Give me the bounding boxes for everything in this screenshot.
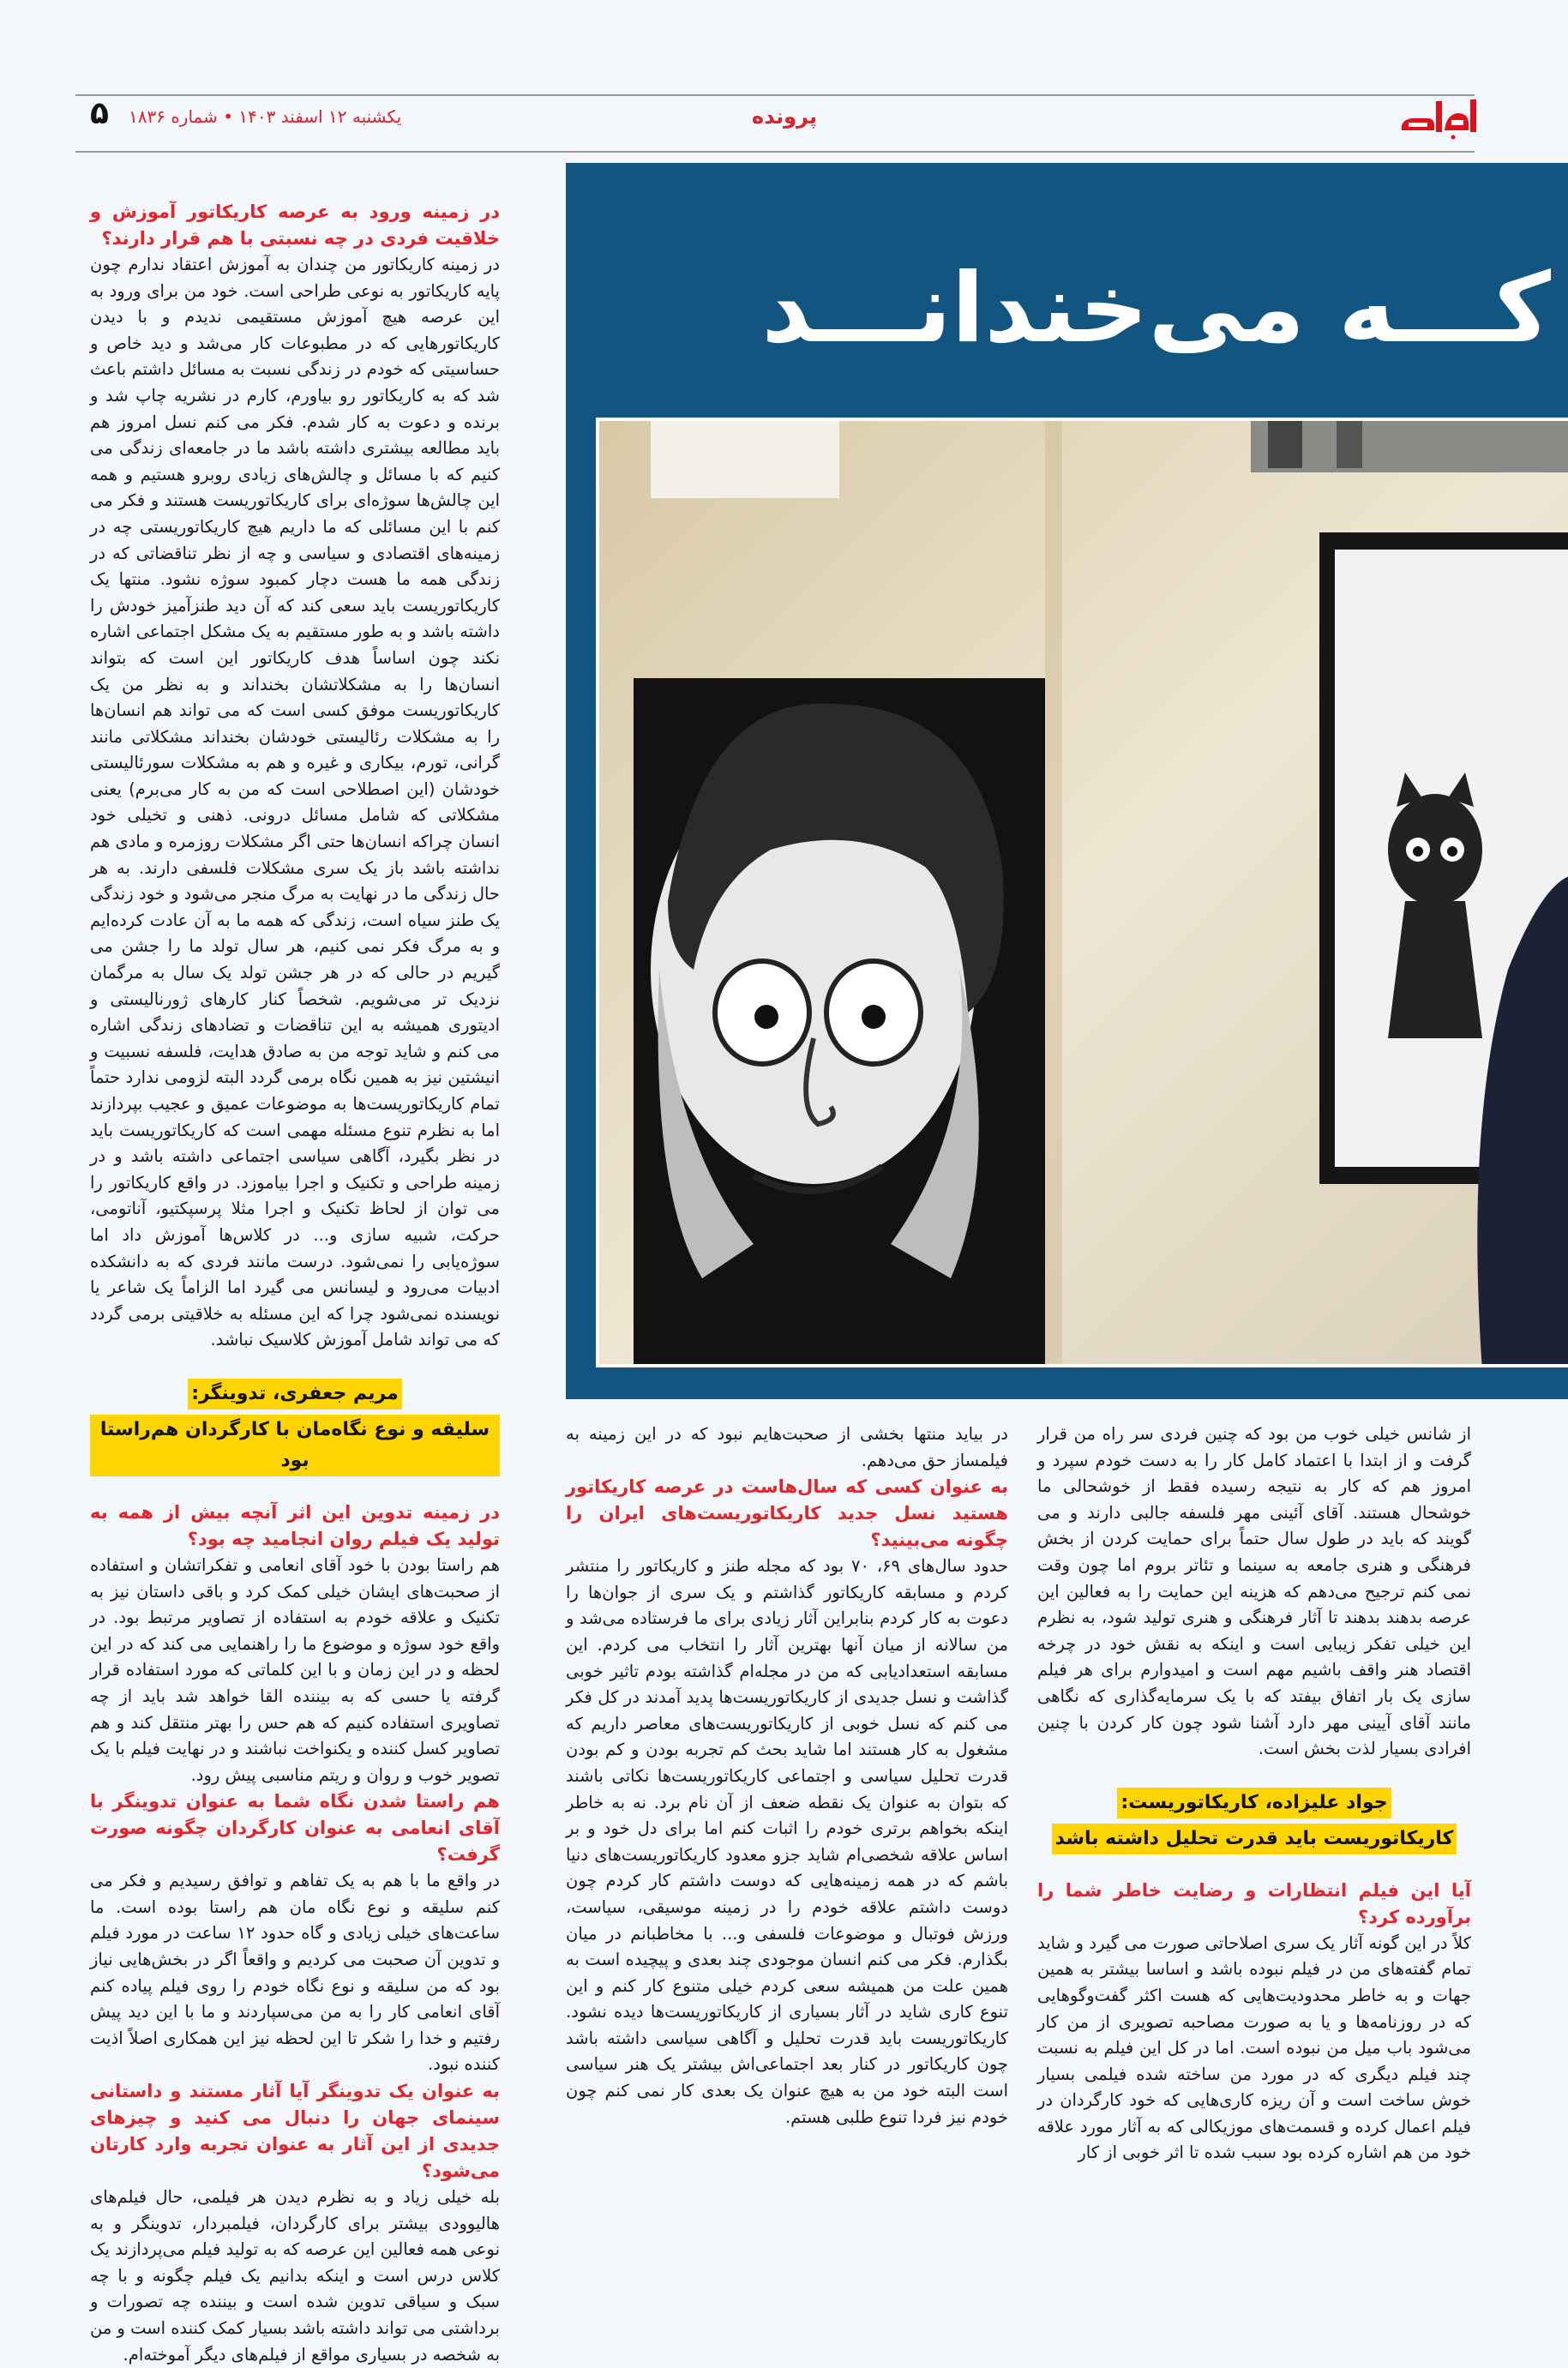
question-heading: به عنوان یک تدوینگر آیا آثار مستند و داستانی سینمای جهان را دنبال می کنید و چیزهای جدیدی از این آثار به عنوان تجربه وارد کارتان می‌شود؟ [90, 2081, 500, 2182]
answer-paragraph: در زمینه کاریکاتور من چندان به آموزش اعتقاد ندارم چون پایه کاریکاتور به نوعی طراحی است. خود من برای ورود به این عرصه هیچ آموزش مستقیمی ندیدم و با دیدن کاریکاتورهایی که در مطبوعات کار می‌شد و دید خاص و حساسیتی که خودم در زندگی نسبت به مسائل داشتم باعث شد که به کاریکاتور رو بیاورم، کارم در نشریه چاپ شد و برنده و دعوت به کار شدم. فکر می کنم نسل امروز هم باید مطالعه بیشتری داشته باشد ما در جامعه‌ای زندگی می کنیم که با مسائل و چالش‌های زیادی روبرو هستیم و همه این چالش‌ها سوژه‌ای برای کاریکاتوریست هستند و فکر می کنم با این مسائلی که ما داریم هیچ کاریکاتوریستی چه در زمینه‌های اقتصادی و سیاسی و چه از نظر تناقضاتی که در زندگی همه ما هست دچار کمبود سوژه نشود. منتها یک کاریکاتوریست باید سعی کند که آن دید طنزآمیز خودش را داشته باشد و به طور مستقیم به یک مشکل اجتماعی اشاره نکند چون اساساً هدف کاریکاتور این است که بتواند انسان‌ها را به مشکلاتشان بخنداند و به نظر من یک کاریکاتوریست موفق کسی است که می تواند هم انسان‌ها را به مشکلات رئالیستی خودشان بخنداند مشکلاتی مانند گرانی، تورم، بیکاری و غیره و هم به مشکلات سورئالیستی خودشان (این اصطلاحی است که من به کار می‌برم) یعنی مشکلاتی که شامل مسائل درونی. ذهنی و تخیلی خود انسان چراکه انسان‌ها حتی اگر مشکلات روزمره و مادی هم نداشته باشد باز یک سری مشکلات فلسفی دارند. به هر حال زندگی ما در نهایت به مرگ منجر می‌شود و خود زندگی یک طنز سیاه است، زندگی که همه ما به آن عادت کرده‌ایم و به مرگ فکر نمی کنیم، هر سال تولد ما را جشن می گیریم در حالی که در هر جشن تولد یک سال به مرگمان نزدیک تر می‌شویم. شخصاً کنار کارهای ژورنالیستی و ادیتوری همیشه به این تناقضات و تضادهای زندگی اشاره می کنم و شاید توجه من به صادق هدایت، فلسفه نسبیت و انیشتین نیز به همین نگاه برمی گردد البته لزومی ندارد حتماً تمام کاریکاتوریست‌ها به موضوعات عمیق و عجیب بپردازند اما به نظرم تنوع مسئله مهمی است که کاریکاتوریست باید در نظر بگیرد، آگاهی سیاسی اجتماعی داشته باشد و در زمینه طراحی و تکنیک و اجرا بیاموزد. در واقع کاریکاتور را می توان از لحاظ تکنیک و اجرا مثلا پرسپکتیو، آناتومی، حرکت، شبیه سازی و... در کلاس‌ها آموزش داد اما سوژه‌یابی را نمی‌شود. درست مانند فردی که به دانشکده ادبیات می‌رود و لیسانس می گیرد اما الزاماً یک شاعر یا نویسنده نمی‌شود چرا که این مسئله به خلاقیتی برمی گردد که می تواند شامل آموزش کلاسیک نباشد. [90, 255, 500, 1350]
answer-paragraph: هم راستا بودن با خود آقای انعامی و تفکراتشان و استفاده از صحبت‌های ایشان خیلی کمک کرد و باقی داستان نیز به تکنیک و علاقه خودم به استفاده از تصاویر مرتبط بود. در واقع خود سوژه و موضوع ما را راهنمایی می کند که در این لحظه و در این زمان و با این کلماتی که مورد استفاده قرار گرفته یا حسی که به بیننده القا خواهد شد باید از چه تصاویری استفاده کنیم که هم حس را بهتر منتقل کند و هم تصاویر کسل کننده و یکنواخت نباشند و در نهایت فیلم با یک تصویر خوب و روان و ریتم مناسبی پیش رود. [90, 1554, 500, 1785]
headline: کـــه می‌خندانـــد [761, 253, 1551, 364]
question-heading: هم راستا شدن نگاه شما به عنوان تدوینگر با آقای انعامی به عنوان کارگردان چگونه صورت گرفت؟ [90, 1791, 500, 1866]
header-top-rule [75, 94, 1475, 96]
answer-paragraph: کلاً در این گونه آثار یک سری اصلاحاتی صورت می گیرد و شاید تمام گفته‌های من در فیلم نبوده باشد و اساسا بیشتر به همین جهات و به خاطر محدودیت‌هایی که هست اکثر گفت‌وگوهایی که در روزنامه‌ها و یا به صورت مصاحبه تصویری از من کار می‌شود باب میل من نبوده است. اما در کل این فیلم به نسبت چند فیلم دیگری که در مورد من ساخته شده فیلمی بسیار خوش ساخت است و آن ریزه کاری‌هایی که خود کارگردان در فیلم اعمال کرده و قسمت‌های موزیکالی که به آثار مورد علاقه خود من هم اشاره کرده بود سبب شده تا اثر خوبی از کار [1037, 1932, 1471, 2163]
article-column-1 [90, 199, 500, 2368]
lead-paragraph: در بیاید منتها بخشی از صحبت‌هایم نبود که در این زمینه به فیلمساز حق می‌دهم. [566, 1424, 1008, 1470]
header-bottom-rule [75, 151, 1475, 153]
answer-paragraph: بله خیلی زیاد و به نظرم دیدن هر فیلمی، حال فیلم‌های هالیوودی بیشتر برای کارگردان، فیلمبردار، تدوینگر و به نوعی همه فعالین این عرصه که به تولید فیلم می‌پردازند یک کلاس درس است و اینکه بدانیم یک فیلم چگونه و با چه سبک و سیاقی تدوین شده است و بیننده چه تصورات و برداشتی می تواند داشته باشد بسیار کمک کننده است و من به شخصه در بسیاری مواقع از فیلم‌های دیگر آموخته‌ام. [90, 2187, 500, 2365]
section-label: پرونده [752, 105, 817, 129]
caricature-poster-photo-icon [599, 421, 1568, 1367]
saba-logo-icon [1393, 96, 1479, 146]
article-photo [596, 418, 1568, 1367]
newspaper-logo [1393, 96, 1479, 146]
answer-paragraph: حدود سال‌های ۶۹، ۷۰ بود که مجله طنز و کاریکاتور را منتشر کردم و مسابقه کاریکاتور گذاشتم و یک سری از جوان‌ها را دعوت به کار کردم بنابراین آثار زیادی برای ما فرستاده می‌شد و من سالانه از میان آنها بهترین آثار را انتخاب می کردم. این مسابقه استعدادیابی که من در مجله‌ام گذاشته بودم تاثیر خوبی گذاشت و نسل جدیدی از کاریکاتوریست‌ها پدید آمدند در کل فکر می کنم که نسل خوبی از کاریکاتوریست‌های معاصر داریم که مشغول به کار هستند اما شاید بحث کم تجربه بودن و کم بودن قدرت تحلیل سیاسی و اجتماعی کاریکاتوریست‌ها نکاتی باشند که بتوان به عنوان یک نقطه ضعف از آن نام برد. نه به خاطر اینکه بخواهم برتری خودم را اثبات کنم اما برای دل خود و بر اساس علاقه شخصی‌ام شاید جزو معدود کاریکاتوریست‌های دنیا باشم که در همه زمینه‌هایی که دوست داشتم کار کردم چون دوست داشتم علاقه خودم را در زمینه موسیقی، سیاست، ورزش فوتبال و موضوعات فلسفی و... با مخاطبانم در میان بگذارم. فکر می کنم انسان موجودی چند بعدی و پیچیده است به همین علت من همیشه سعی کردم خیلی متنوع کار کنم و این تنوع کاری شاید در آثار بسیاری از کاریکاتوریست‌ها دیده نشود. کاریکاتوریست باید قدرت تحلیل و آگاهی سیاسی داشته باشد چون کاریکاتور در کنار بعد اجتماعی‌اش بیشتر یک هنر سیاسی است البته خود من به هیچ عنوان یک بعدی کار نمی کنم چون خودم نیز فردا تنوع طلبی هستم. [566, 1556, 1008, 2127]
article-column-3 [1037, 1421, 1471, 2167]
page-number: ۵ [90, 96, 109, 131]
question-heading: در زمینه ورود به عرصه کاریکاتور آموزش و خلاقیت فردی در چه نسبتی با هم قرار دارند؟ [90, 201, 500, 249]
interview-title: سلیقه و نوع نگاه‌مان با کارگردان هم‌راستا بود [90, 1415, 500, 1476]
question-heading: در زمینه تدوین این اثر آنچه بیش از همه به تولید یک فیلم روان انجامید چه بود؟ [90, 1501, 500, 1549]
dateline: یکشنبه ۱۲ اسفند ۱۴۰۳ • شماره ۱۸۳۶ [129, 106, 402, 127]
interviewee-name: مریم جعفری، تدوینگر: [188, 1379, 402, 1409]
article-column-2 [566, 1421, 1008, 2131]
interviewee-name: جواد علیزاده، کاریکاتوریست: [1117, 1788, 1391, 1818]
answer-paragraph: در واقع ما با هم به یک تفاهم و توافق رسیدیم و فکر می کنم سلیقه و نوع نگاه مان هم راستا بوده است. ما ساعت‌های خیلی زیادی و گاه حدود ۱۲ ساعت در مورد فیلم و تدوین آن صحبت می کردیم و واقعاً اگر در بخش‌هایی نیاز بود که من سلیقه و نوع نگاه خودم را روی فیلم پیاده کنم آقای انعامی کار را به من می‌سپاردند و ما با این دید پیش رفتیم و خدا را شکر تا این لحظه نیز این همکاری اصلاً اذیت کننده نبود. [90, 1871, 501, 2075]
interviewee-box [90, 1376, 500, 1479]
interview-title: کاریکاتوریست باید قدرت تحلیل داشته باشد [1052, 1824, 1457, 1854]
lead-paragraph: از شانس خیلی خوب من بود که چنین فردی سر راه من قرار گرفت و از ابتدا با اعتماد کامل کار را به دست خودم سپرد و امروز هم که کار به نتیجه رسیده فقط از خوشحالی ما خوشحال هستند. آقای آئینی مهر فلسفه جالبی دارند و می گویند که باید در طول سال حتماً برای حمایت کردن از بخش فرهنگی و هنری جامعه به سینما و تئاتر بروم اما چون وقت نمی کنم ترجیح می‌دهم که هزینه این حمایت را به فعالین این عرصه بدهند بدهند تا آثار فرهنگی و هنری تولید شود، به نظرم این خیلی تفکر زیبایی است و اینکه به نقش خود در چرخه اقتصاد هنر واقف باشیم مهم است و امیدوارم برای هر فیلم سازی یک بار اتفاق بیفتد که با یک سرمایه‌گذاری که نگاهی مانند آقای آیینی مهر دارد آشنا شود چون کار کردن با چنین افرادی بسیار لذت بخش است. [1037, 1424, 1471, 1759]
question-heading: آیا این فیلم انتظارات و رضایت خاطر شما را برآورده کرد؟ [1037, 1879, 1471, 1927]
question-heading: به عنوان کسی که سال‌هاست در عرصه کاریکاتور هستید نسل جدید کاریکاتوریست‌های ایران را چگونه می‌بینید؟ [566, 1476, 1008, 1551]
interviewee-box [1037, 1785, 1471, 1857]
